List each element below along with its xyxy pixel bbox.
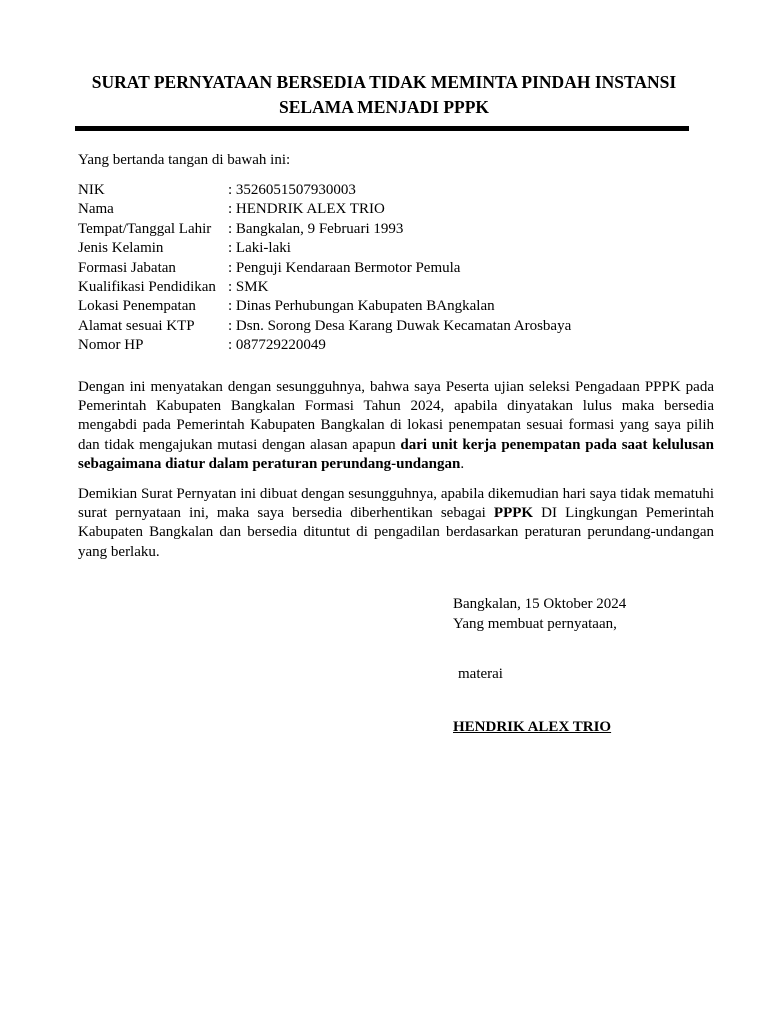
statement-text: Dengan ini menyatakan dengan sesungguhnya, bahwa saya Peserta ujian seleksi Pengadaan PPPK pada Pemerintah Kabupaten Bangkalan Formasi Tahun 2024, apabila dinyatakan lulus maka bersedia mengabdi pada Pemerintah Kabupaten Bangkalan di lokasi penempatan sesuai formasi yang saya pilih dan tidak mengajukan mutasi dengan alasan apapun [78,379,714,453]
identity-fields [78,181,571,356]
field-row-formasi [78,259,571,278]
field-label: NIK [78,182,105,198]
field-row-alamat [78,317,571,336]
field-row-nomor-hp [78,336,571,355]
document-title [60,70,708,120]
field-value: : 3526051507930003 [228,182,356,198]
field-value: : Dinas Perhubungan Kabupaten BAngkalan [228,298,495,315]
statement-paragraph [78,378,714,474]
title-underline-rule [75,126,689,131]
field-value: : Laki-laki [228,240,291,257]
field-label: Lokasi Penempatan [78,298,196,315]
field-value: : Penguji Kendaraan Bermotor Pemula [228,259,461,276]
field-label: Tempat/Tanggal Lahir [78,220,212,237]
field-label: Alamat sesuai KTP [78,317,195,334]
field-value: : SMK [228,278,269,295]
field-value: : Dsn. Sorong Desa Karang Duwak Kecamatan Arosbaya [228,317,572,334]
signature-maker: Yang membuat pernyataan, [453,616,617,632]
signer-name: HENDRIK ALEX TRIO [453,719,612,735]
field-label: Formasi Jabatan [78,259,176,276]
title-line-1: SURAT PERNYATAAN BERSEDIA TIDAK MEMINTA PINDAH INSTANSI [91,72,677,92]
signature-place-date: Bangkalan, 15 Oktober 2024 [453,596,627,612]
field-row-nik [78,181,571,200]
intro-text: Yang bertanda tangan di bawah ini: [78,152,291,168]
field-label: Kualifikasi Pendidikan [78,278,216,295]
statement-end: . [460,455,465,472]
field-row-ttl [78,220,571,239]
field-label: Jenis Kelamin [78,240,164,257]
title-line-2: SELAMA MENJADI PPPK [279,97,489,117]
closing-text-after: DI Lingkungan Pemerintah Kabupaten Bangkalan dan bersedia dituntut di pengadilan berdasarkan peraturan perundang-undangan yang berlaku. [78,505,714,560]
field-label: Nama [78,201,114,218]
field-row-lokasi [78,297,571,316]
statement-bold-text: dari unit kerja penempatan pada saat kelulusan sebagaimana diatur dalam peraturan perundang-undangan [78,436,714,472]
field-value: : Bangkalan, 9 Februari 1993 [228,220,404,237]
closing-text-before: Demikian Surat Pernyatan ini dibuat dengan sesungguhnya, apabila dikemudian hari saya tidak mematuhi surat pernyataan ini, maka saya bersedia diberhentikan sebagai [78,486,714,522]
field-label: Nomor HP [78,337,144,354]
field-row-jenis-kelamin [78,239,571,258]
field-row-kualifikasi [78,278,571,297]
closing-bold-text: PPPK [493,505,534,522]
signature-block [453,594,626,634]
materai-label: materai [458,666,503,682]
field-value: : 087729220049 [228,337,326,354]
field-value: : HENDRIK ALEX TRIO [228,201,385,218]
closing-paragraph [78,485,714,562]
field-row-nama [78,200,571,219]
